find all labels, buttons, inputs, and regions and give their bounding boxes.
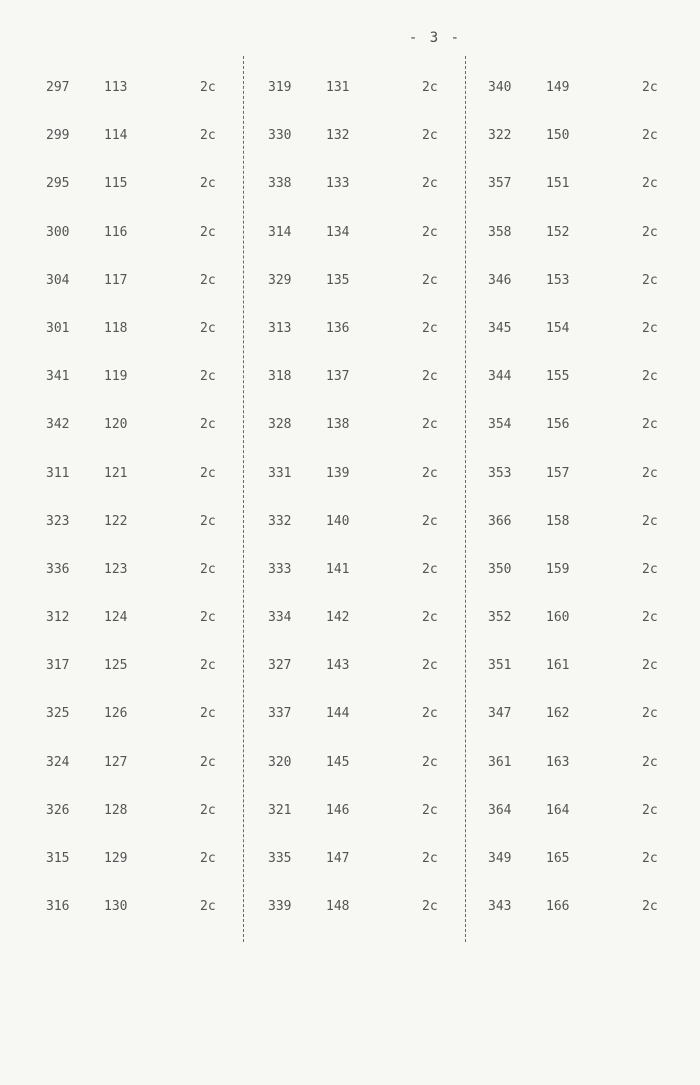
entry-code: 2c (422, 754, 438, 770)
entry-number: 344 (488, 369, 512, 385)
entry-code: 2c (200, 224, 216, 240)
entry-number: 335 (268, 851, 292, 866)
entry-number: 318 (268, 369, 292, 385)
item-number: 166 (546, 899, 570, 915)
entry-code: 2c (200, 272, 216, 288)
entry-code: 2c (642, 224, 658, 240)
item-number: 124 (104, 610, 128, 626)
item-number: 153 (546, 272, 570, 288)
entry-number: 326 (46, 802, 70, 818)
item-number: 127 (104, 754, 128, 770)
entry-number: 341 (46, 369, 70, 385)
item-number: 159 (546, 561, 570, 577)
entry-number: 343 (488, 899, 512, 915)
entry-number: 295 (46, 176, 70, 192)
item-number: 113 (104, 80, 128, 95)
item-number: 164 (546, 802, 570, 818)
item-number: 118 (104, 320, 128, 336)
entry-code: 2c (200, 417, 216, 433)
item-number: 122 (104, 513, 128, 529)
entry-number: 330 (268, 128, 292, 144)
entry-number: 316 (46, 899, 70, 915)
entry-number: 366 (488, 513, 512, 529)
entry-code: 2c (422, 706, 438, 722)
item-number: 144 (326, 706, 350, 722)
entry-number: 313 (268, 320, 292, 336)
entry-code: 2c (422, 369, 438, 385)
entry-code: 2c (642, 658, 658, 674)
page-number: - 3 - (408, 30, 462, 46)
item-number: 140 (326, 513, 350, 529)
item-number: 165 (546, 851, 570, 866)
item-number: 137 (326, 369, 350, 385)
entry-code: 2c (200, 80, 216, 95)
item-number: 162 (546, 706, 570, 722)
entry-number: 336 (46, 561, 70, 577)
item-number: 155 (546, 369, 570, 385)
item-number: 157 (546, 465, 570, 481)
entry-number: 352 (488, 610, 512, 626)
entry-number: 312 (46, 610, 70, 626)
entry-number: 349 (488, 851, 512, 866)
entry-code: 2c (200, 802, 216, 818)
entry-number: 297 (46, 80, 70, 95)
entry-number: 332 (268, 513, 292, 529)
item-number: 163 (546, 754, 570, 770)
entry-code: 2c (200, 706, 216, 722)
entry-number: 353 (488, 465, 512, 481)
entry-number: 324 (46, 754, 70, 770)
entry-code: 2c (200, 610, 216, 626)
item-number: 138 (326, 417, 350, 433)
entry-number: 333 (268, 561, 292, 577)
entry-code: 2c (200, 851, 216, 866)
entry-code: 2c (642, 610, 658, 626)
item-number: 145 (326, 754, 350, 770)
entry-code: 2c (200, 513, 216, 529)
entry-number: 334 (268, 610, 292, 626)
column-divider-right (465, 56, 466, 942)
entry-number: 340 (488, 80, 512, 95)
entry-number: 364 (488, 802, 512, 818)
entry-code: 2c (422, 272, 438, 288)
entry-code: 2c (422, 802, 438, 818)
entry-number: 338 (268, 176, 292, 192)
entry-code: 2c (422, 80, 438, 95)
entry-code: 2c (642, 802, 658, 818)
entry-code: 2c (422, 128, 438, 144)
item-number: 154 (546, 320, 570, 336)
entry-code: 2c (200, 176, 216, 192)
entry-number: 339 (268, 899, 292, 915)
entry-number: 358 (488, 224, 512, 240)
entry-number: 354 (488, 417, 512, 433)
entry-code: 2c (200, 899, 216, 915)
entry-number: 314 (268, 224, 292, 240)
entry-number: 350 (488, 561, 512, 577)
item-number: 139 (326, 465, 350, 481)
entry-number: 319 (268, 80, 292, 95)
entry-number: 331 (268, 465, 292, 481)
entry-number: 325 (46, 706, 70, 722)
entry-code: 2c (642, 417, 658, 433)
entry-number: 351 (488, 658, 512, 674)
item-number: 131 (326, 80, 350, 95)
item-number: 130 (104, 899, 128, 915)
entry-number: 311 (46, 465, 70, 481)
entry-code: 2c (200, 754, 216, 770)
item-number: 147 (326, 851, 350, 866)
item-number: 141 (326, 561, 350, 577)
entry-code: 2c (200, 128, 216, 144)
entry-number: 345 (488, 320, 512, 336)
item-number: 158 (546, 513, 570, 529)
item-number: 115 (104, 176, 128, 192)
item-number: 123 (104, 561, 128, 577)
entry-code: 2c (642, 561, 658, 577)
item-number: 136 (326, 320, 350, 336)
item-number: 133 (326, 176, 350, 192)
item-number: 117 (104, 272, 128, 288)
entry-code: 2c (422, 465, 438, 481)
entry-code: 2c (200, 320, 216, 336)
entry-number: 320 (268, 754, 292, 770)
entry-number: 301 (46, 320, 70, 336)
entry-number: 327 (268, 658, 292, 674)
item-number: 151 (546, 176, 570, 192)
entry-code: 2c (422, 176, 438, 192)
entry-code: 2c (200, 658, 216, 674)
entry-number: 299 (46, 128, 70, 144)
entry-number: 342 (46, 417, 70, 433)
entry-number: 322 (488, 128, 512, 144)
entry-number: 323 (46, 513, 70, 529)
item-number: 143 (326, 658, 350, 674)
entry-number: 337 (268, 706, 292, 722)
entry-code: 2c (642, 851, 658, 866)
item-number: 149 (546, 80, 570, 95)
item-number: 148 (326, 899, 350, 915)
item-number: 142 (326, 610, 350, 626)
entry-code: 2c (422, 658, 438, 674)
entry-code: 2c (200, 369, 216, 385)
item-number: 128 (104, 802, 128, 818)
entry-code: 2c (422, 224, 438, 240)
entry-number: 361 (488, 754, 512, 770)
entry-number: 328 (268, 417, 292, 433)
entry-number: 321 (268, 802, 292, 818)
entry-code: 2c (422, 320, 438, 336)
entry-code: 2c (422, 513, 438, 529)
item-number: 134 (326, 224, 350, 240)
item-number: 152 (546, 224, 570, 240)
entry-number: 300 (46, 224, 70, 240)
entry-number: 329 (268, 272, 292, 288)
item-number: 135 (326, 272, 350, 288)
item-number: 160 (546, 610, 570, 626)
entry-code: 2c (422, 417, 438, 433)
item-number: 132 (326, 128, 350, 144)
entry-number: 347 (488, 706, 512, 722)
item-number: 156 (546, 417, 570, 433)
entry-code: 2c (200, 561, 216, 577)
entry-code: 2c (422, 610, 438, 626)
entry-code: 2c (642, 754, 658, 770)
item-number: 150 (546, 128, 570, 144)
item-number: 119 (104, 369, 128, 385)
item-number: 161 (546, 658, 570, 674)
entry-number: 346 (488, 272, 512, 288)
entry-code: 2c (642, 272, 658, 288)
entry-code: 2c (642, 320, 658, 336)
entry-number: 317 (46, 658, 70, 674)
entry-code: 2c (642, 465, 658, 481)
entry-number: 357 (488, 176, 512, 192)
item-number: 116 (104, 224, 128, 240)
entry-code: 2c (422, 561, 438, 577)
entry-code: 2c (642, 369, 658, 385)
item-number: 125 (104, 658, 128, 674)
item-number: 146 (326, 802, 350, 818)
entry-code: 2c (422, 851, 438, 866)
item-number: 114 (104, 128, 128, 144)
entry-code: 2c (642, 80, 658, 95)
item-number: 126 (104, 706, 128, 722)
entry-code: 2c (642, 513, 658, 529)
entry-number: 315 (46, 851, 70, 866)
entry-code: 2c (642, 176, 658, 192)
entry-code: 2c (200, 465, 216, 481)
entry-number: 304 (46, 272, 70, 288)
item-number: 120 (104, 417, 128, 433)
entry-code: 2c (422, 899, 438, 915)
item-number: 129 (104, 851, 128, 866)
item-number: 121 (104, 465, 128, 481)
entry-code: 2c (642, 128, 658, 144)
column-divider-left (243, 56, 244, 942)
entry-code: 2c (642, 706, 658, 722)
entry-code: 2c (642, 899, 658, 915)
